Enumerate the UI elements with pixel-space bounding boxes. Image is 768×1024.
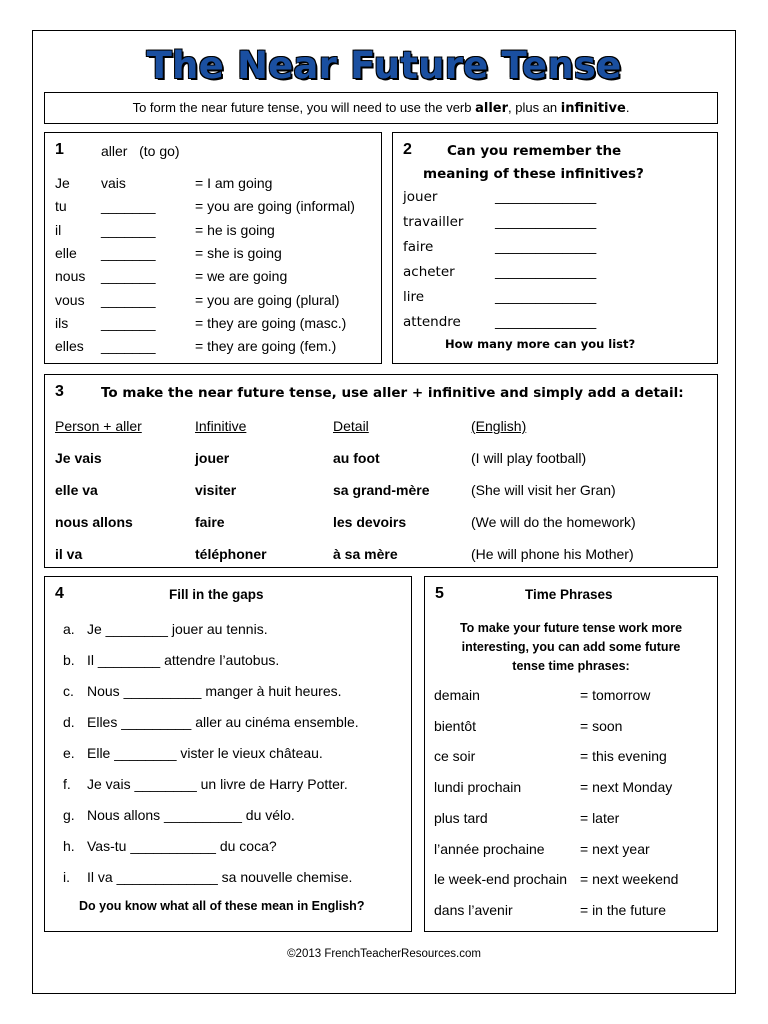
section-5-french: plus tard (434, 809, 488, 826)
section-5-french: le week-end prochain (434, 871, 568, 888)
section-4-item-text: Elles _________ aller au cinéma ensemble. (87, 714, 359, 730)
section-3-cell: téléphoner (195, 546, 267, 562)
section-4-item-text: Nous __________ manger à huit heures. (87, 683, 342, 699)
section-2-word: acheter (403, 264, 455, 280)
section-4-letter: d. (63, 714, 75, 730)
section-3-cell: (I will play football) (471, 450, 587, 466)
section-5-english: = later (580, 809, 620, 826)
section-5-box (424, 576, 718, 932)
section-4-item-text: Il ________ attendre l’autobus. (87, 652, 280, 668)
section-1-form: _______ (101, 198, 156, 215)
section-2-word: travailler (403, 214, 464, 230)
section-1-meaning: = she is going (195, 244, 282, 261)
section-4-item-text: Il va _____________ sa nouvelle chemise. (87, 869, 353, 885)
section-3-cell: à sa mère (333, 546, 398, 562)
section-1-number: 1 (55, 141, 64, 158)
section-4-item-text: Je vais ________ un livre de Harry Potter. (87, 776, 348, 792)
section-4-heading: Fill in the gaps (169, 587, 264, 602)
section-1-pronoun: elles (55, 338, 84, 355)
intro-verb: aller (475, 101, 509, 116)
section-1-pronoun: ils (55, 314, 69, 331)
section-3-cell: les devoirs (333, 514, 407, 530)
section-4-letter: c. (63, 683, 74, 699)
section-3-cell: visiter (195, 482, 237, 498)
section-2-box (392, 132, 718, 364)
section-1-form: _______ (101, 244, 156, 261)
section-2-blank: _______________ (495, 264, 597, 280)
section-5-english: = next Monday (580, 779, 673, 796)
section-2-word: jouer (403, 189, 438, 205)
section-2-blank: _______________ (495, 214, 597, 230)
section-2-blank: _______________ (495, 189, 597, 205)
section-5-french: ce soir (434, 748, 476, 765)
copyright-footer: ©2013 FrenchTeacherResources.com (287, 948, 481, 960)
section-4-item-text: Nous allons __________ du vélo. (87, 807, 295, 823)
intro-middle: , plus an (508, 100, 561, 115)
section-1-meaning: = he is going (195, 221, 275, 238)
section-5-intro-line3: tense time phrases: (512, 659, 630, 673)
section-3-column-header: Person + aller (55, 418, 142, 434)
section-1-pronoun: Je (55, 175, 70, 191)
section-1-meaning: = you are going (informal) (195, 198, 355, 215)
section-3-cell: elle va (55, 482, 98, 498)
section-1-form: _______ (101, 221, 156, 238)
intro-box (44, 92, 718, 124)
section-4-letter: g. (63, 807, 75, 823)
section-5-english: = tomorrow (580, 687, 651, 703)
section-5-intro-line2: interesting, you can add some future (461, 640, 681, 654)
section-5-french: l’année prochaine (434, 840, 545, 857)
section-3-cell: (He will phone his Mother) (471, 546, 634, 562)
section-5-english: = soon (580, 717, 623, 734)
section-5-intro (425, 619, 717, 676)
section-5-french: dans l’avenir (434, 901, 513, 918)
section-2-word: faire (403, 239, 434, 255)
section-1-form: _______ (101, 291, 156, 308)
section-3-column-header: Infinitive (195, 418, 247, 434)
section-3-cell: nous allons (55, 514, 133, 530)
section-2-footer: How many more can you list? (445, 337, 636, 351)
section-1-meaning: = I am going (195, 175, 273, 191)
section-2-blank: _______________ (495, 239, 597, 255)
section-4-item-text: Vas-tu ___________ du coca? (87, 838, 277, 854)
section-3-cell: jouer (195, 450, 230, 466)
section-1-pronoun: elle (55, 244, 77, 261)
section-4-footer: Do you know what all of these mean in English? (79, 899, 365, 913)
section-4-letter: e. (63, 745, 75, 761)
section-5-french: bientôt (434, 717, 477, 734)
section-2-heading-line2: meaning of these infinitives? (423, 166, 644, 182)
section-2-word: lire (403, 289, 425, 305)
section-4-letter: i. (63, 869, 70, 885)
section-3-column-header: Detail (333, 418, 369, 434)
section-1-meaning: = we are going (195, 268, 288, 285)
page-title: The Near Future Tense (146, 44, 622, 87)
section-1-meaning: = they are going (masc.) (195, 314, 347, 331)
section-3-cell: au foot (333, 450, 380, 466)
section-2-number: 2 (403, 141, 412, 158)
section-4-number: 4 (55, 585, 64, 602)
section-4-letter: b. (63, 652, 75, 668)
intro-term: infinitive (560, 101, 626, 116)
section-1-pronoun: il (55, 221, 62, 238)
section-3-number: 3 (55, 383, 64, 400)
section-1-pronoun: vous (55, 291, 85, 308)
section-3-cell: faire (195, 514, 225, 530)
section-3-cell: (We will do the homework) (471, 514, 636, 530)
section-2-heading-line1: Can you remember the (447, 143, 622, 159)
section-3-heading: To make the near future tense, use aller + infinitive and simply add a detail: (101, 385, 684, 401)
section-4-letter: h. (63, 838, 75, 854)
section-1-box (44, 132, 382, 364)
section-3-box (44, 374, 718, 568)
section-1-pronoun: nous (55, 268, 86, 285)
intro-suffix: . (625, 100, 630, 115)
section-1-form: _______ (101, 338, 156, 355)
section-1-form: _______ (101, 314, 156, 331)
section-1-pronoun: tu (55, 198, 67, 215)
section-5-english: = next year (580, 840, 650, 857)
section-3-cell: (She will visit her Gran) (471, 482, 616, 498)
section-2-word: attendre (403, 314, 461, 330)
section-4-item-text: Je ________ jouer au tennis. (87, 621, 268, 637)
section-1-heading: aller (to go) (101, 143, 180, 159)
section-5-english: = next weekend (580, 871, 679, 888)
section-4-letter: f. (63, 776, 71, 792)
section-1-meaning: = you are going (plural) (195, 291, 340, 308)
section-5-intro-line1: To make your future tense work more (459, 621, 683, 635)
section-5-number: 5 (435, 585, 444, 602)
section-1-form: _______ (101, 268, 156, 285)
section-5-french: lundi prochain (434, 779, 522, 796)
section-5-english: = this evening (580, 748, 667, 765)
section-4-item-text: Elle ________ vister le vieux château. (87, 745, 323, 761)
section-3-cell: sa grand-mère (333, 482, 430, 498)
section-1-meaning: = they are going (fem.) (195, 338, 337, 355)
section-5-english: = in the future (580, 901, 667, 918)
intro-prefix: To form the near future tense, you will need to use the verb (132, 100, 476, 115)
section-2-blank: _______________ (495, 289, 597, 305)
section-4-letter: a. (63, 621, 75, 637)
section-3-cell: Je vais (55, 450, 102, 466)
section-5-french: demain (434, 687, 480, 703)
section-4-box (44, 576, 412, 932)
section-5-heading: Time Phrases (525, 587, 613, 602)
section-2-blank: _______________ (495, 314, 597, 330)
section-1-form: vais (101, 175, 126, 191)
section-3-cell: il va (55, 546, 83, 562)
section-3-column-header: (English) (471, 418, 527, 434)
